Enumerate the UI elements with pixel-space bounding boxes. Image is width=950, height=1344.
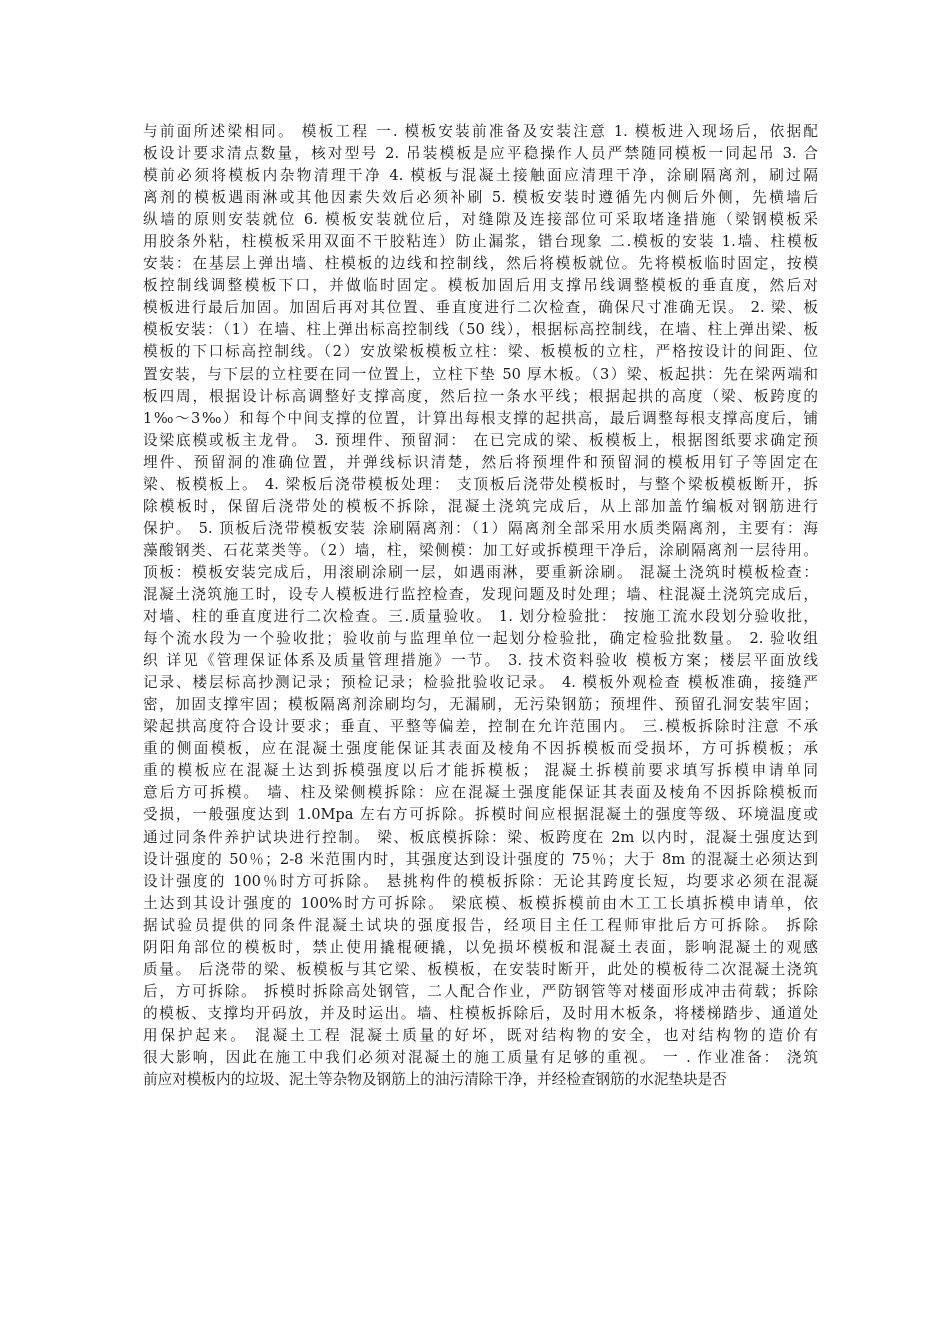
- text-line: 设梁底模或板主龙骨。 3. 预埋件、预留洞： 在已完成的梁、板模板上，根据图纸要求确定预: [143, 431, 818, 449]
- text-line: 的模板、支撑均开码放，并及时运出。墙、柱模板拆除后，及时用木板条，将楼梯踏步、通道处: [143, 1004, 818, 1022]
- text-line: 1‰～3‰）和每个中间支撑的位置，计算出每根支撑的起拱高，最后调整每根支撑高度后，铺: [143, 409, 818, 427]
- text-line: 织 详见《管理保证体系及质量管理措施》一节。 3. 技术资料验收 模板方案；楼层平面放线: [143, 652, 818, 670]
- text-line: 混凝土浇筑施工时，设专人模板进行监控检查，发现问题及时处理；墙、柱混凝土浇筑完成后，: [143, 585, 818, 603]
- text-line: 模板安装：（1）在墙、柱上弹出标高控制线（50 线），根据标高控制线，在墙、柱上弹出梁、板: [143, 321, 818, 339]
- text-line: 纵墙的原则安装就位 6. 模板安装就位后，对缝隙及连接部位可采取堵逢措施（梁钢模板采: [143, 211, 818, 229]
- text-line: 板设计要求清点数量，核对型号 2. 吊装模板是应平稳操作人员严禁随同模板一同起吊 3. 合: [143, 145, 818, 163]
- text-line: 很大影响，因此在施工中我们必须对混凝土的施工质量有足够的重视。 一 . 作业准备： 浇筑: [143, 1048, 818, 1066]
- text-line: 每个流水段为一个验收批；验收前与监理单位一起划分检验批，确定检验批数量。 2. 验收组: [143, 630, 818, 648]
- text-line: 顶板：模板安装完成后，用滚刷涂刷一层，如遇雨淋，要重新涂刷。 混凝土浇筑时模板检查：: [143, 563, 818, 581]
- text-line: 质量。 后浇带的梁、板模板与其它梁、板模板，在安装时断开，此处的模板待二次混凝土浇筑: [143, 960, 818, 978]
- text-line: 通过同条件养护试块进行控制。 梁、板底模拆除：梁、板跨度在 2m 以内时，混凝土强度达到: [143, 828, 818, 846]
- body-text: [143, 121, 818, 1091]
- text-line: 除模板时，保留后浇带处的模板不拆除，混凝土浇筑完成后，从上部加盖竹编板对钢筋进行: [143, 497, 818, 515]
- text-line: 安装：在基层上弹出墙、柱模板的边线和控制线，然后将模板就位。先将模板临时固定，按模: [143, 255, 818, 273]
- text-line: 据试验员提供的同条件混凝土试块的强度报告，经项目主任工程师审批后方可拆除。 拆除: [143, 916, 818, 934]
- text-line: 板控制线调整模板下口，并做临时固定。模板加固后用支撑吊线调整模板的垂直度，然后对: [143, 277, 818, 295]
- text-line: 重的侧面模板，应在混凝土强度能保证其表面及棱角不因拆模板而受损坏，方可拆模板；承: [143, 740, 818, 758]
- text-line: 土达到其设计强度的 100%时方可拆除。 梁底模、板模拆模前由木工工长填拆模申请单，依: [143, 894, 818, 912]
- text-line: 与前面所述梁相同。 模板工程 一. 模板安装前准备及安装注意 1. 模板进入现场后，依据配: [143, 123, 818, 140]
- text-line: 记录、楼层标高抄测记录；预检记录；检验批验收记录。 4. 模板外观检查 模板准确，接缝严: [143, 674, 818, 692]
- text-line: 藻酸钢类、石花菜类等。（2）墙，柱，梁侧模：加工好或拆模理干净后，涂刷隔离剂一层待用。: [143, 541, 818, 559]
- text-line: 保护。 5. 顶板后浇带模板安装 涂刷隔离剂：（1）隔离剂全部采用水质类隔离剂，主要有：海: [143, 519, 818, 537]
- text-line: 密，加固支撑牢固；模板隔离剂涂刷均匀，无漏刷，无污染钢筋；预埋件、预留孔洞安装牢固；: [143, 696, 818, 714]
- text-line: 重的模板应在混凝土达到拆模强度以后才能拆模板； 混凝土拆模前要求填写拆模申请单同: [143, 762, 818, 780]
- text-line: 置安装，与下层的立柱要在同一位置上，立柱下垫 50 厚木板。（3）梁、板起拱：先在梁两端和: [143, 365, 818, 383]
- text-line: 设计强度的 100％时方可拆除。 悬挑构件的模板拆除：无论其跨度长短，均要求必须在混凝: [143, 872, 818, 890]
- text-line: 受损，一般强度达到 1.0Mpa 左右方可拆除。拆模时间应根据混凝土的强度等级、环境温度或: [143, 806, 818, 824]
- text-line: 模板的下口标高控制线。（2）安放梁板模板立柱：梁、板模板的立柱，严格按设计的间距、位: [143, 343, 818, 361]
- text-line: 前应对模板内的垃圾、泥土等杂物及钢筋上的油污清除干净，并经检查钢筋的水泥垫块是否: [143, 1071, 727, 1089]
- text-line: 用保护起来。 混凝土工程 混凝土质量的好坏，既对结构物的安全，也对结构物的造价有: [143, 1026, 818, 1044]
- text-line: 设计强度的 50％；2-8 米范围内时，其强度达到设计强度的 75％；大于 8m 的混凝土必须达到: [143, 850, 818, 868]
- text-line: 用胶条外粘，柱模板采用双面不干胶粘连）防止漏浆，错台现象 二.模板的安装 1.墙、柱模板: [143, 233, 818, 251]
- text-line: 离剂的模板遇雨淋或其他因素失效后必须补刷 5. 模板安装时遵循先内侧后外侧，先横墙后: [143, 189, 818, 207]
- text-line: 模板进行最后加固。加固后再对其位置、垂直度进行二次检查，确保尺寸准确无误。 2. 梁、板: [143, 299, 818, 317]
- text-line: 埋件、预留洞的准确位置，并弹线标识清楚，然后将预埋件和预留洞的模板用钉子等固定在: [143, 453, 818, 471]
- text-line: 梁、板模板上。 4. 梁板后浇带模板处理： 支顶板后浇带处模板时，与整个梁板模板断开，拆: [143, 475, 818, 493]
- text-line: 意后方可拆模。 墙、柱及梁侧模拆除：应在混凝土强度能保证其表面及棱角不因拆除模板而: [143, 784, 818, 802]
- text-line: 模前必须将模板内杂物清理干净 4. 模板与混凝土接触面应清理干净，涂刷隔离剂，刷过隔: [143, 167, 818, 185]
- text-line: 板四周，根据设计标高调整好支撑高度，然后拉一条水平线；根据起拱的高度（梁、板跨度的: [143, 387, 818, 405]
- text-line: 对墙、柱的垂直度进行二次检查。三.质量验收。 1. 划分检验批： 按施工流水段划分验收批，: [143, 608, 818, 626]
- text-line: 后，方可拆除。 拆模时拆除高处钢管，二人配合作业，严防钢管等对楼面形成冲击荷载；拆除: [143, 982, 818, 1000]
- text-line: 梁起拱高度符合设计要求；垂直、平整等偏差，控制在允许范围内。 三.模板拆除时注意 不承: [143, 718, 818, 736]
- text-line: 阴阳角部位的模板时，禁止使用撬棍硬撬，以免损坏模板和混凝土表面，影响混凝土的观感: [143, 938, 818, 956]
